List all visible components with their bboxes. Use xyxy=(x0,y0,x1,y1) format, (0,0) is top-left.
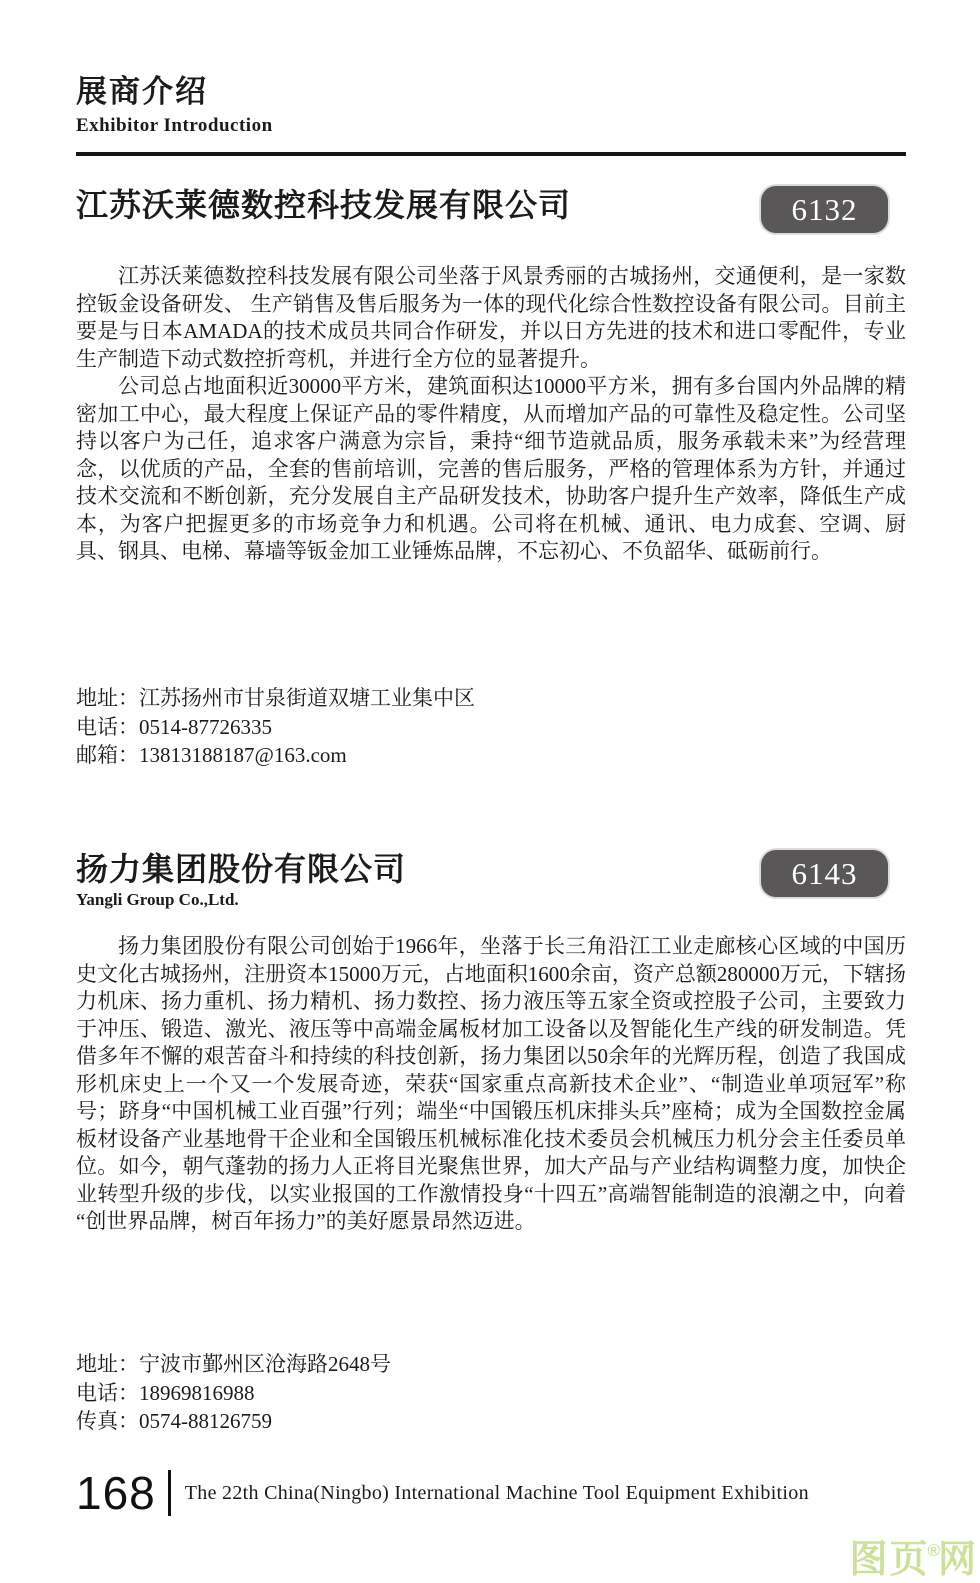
footer-divider xyxy=(168,1470,171,1516)
contact-line-phone: 电话：0514-87726335 xyxy=(76,714,272,739)
company-2-description xyxy=(76,933,906,1236)
company-2-names xyxy=(76,850,406,910)
company-2-contact-info xyxy=(76,1350,906,1436)
page-number: 168 xyxy=(76,1467,156,1519)
watermark-text-left: 图页 xyxy=(849,1539,930,1581)
exhibitor-section-1-header xyxy=(76,186,906,233)
page-title-zh: 展商介绍 xyxy=(76,74,208,109)
description-paragraph: 扬力集团股份有限公司创始于1966年，坐落于长三角沿江工业走廊核心区域的中国历史文化古城扬州，注册资本15000万元，占地面积1600余亩，资产总额280000万元，下辖扬力机床、扬力重机、扬力精机、扬力数控、扬力液压等五家全资或控股子公司，主要致力于冲压、锻造、激光、液压等中高端金属板材加工设备以及智能化生产线的研发制造。凭借多年不懈的艰苦奋斗和持续的科技创新，扬力集团以50余年的光辉历程，创造了我国成形机床史上一个又一个发展奇迹，荣获“国家重点高新技术企业”、“制造业单项冠军”称号；跻身“中国机械工业百强”行列；端坐“中国锻压机床排头兵”座椅；成为全国数控金属板材设备产业基地骨干企业和全国锻压机械标准化技术委员会机械压力机分会主任委员单位。如今，朝气蓬勃的扬力人正将目光聚焦世界，加大产品与产业结构调整力度，加快企业转型升级的步伐，以实业报国的工作激情投身“十四五”高端智能制造的浪潮之中，向着“创世界品牌，树百年扬力”的美好愿景昂然迈进。 xyxy=(76,934,906,1233)
company-name-en: Yangli Group Co.,Ltd. xyxy=(76,890,239,910)
contact-line-address: 地址：江苏扬州市甘泉街道双塘工业集中区 xyxy=(76,686,475,710)
page-title-en: Exhibitor Introduction xyxy=(76,114,273,136)
page-header xyxy=(76,74,906,156)
contact-line-email: 邮箱：13813188187@163.com xyxy=(76,743,347,767)
page-footer xyxy=(76,1466,906,1520)
watermark-logo xyxy=(849,1541,978,1579)
contact-line-fax: 传真：0574-88126759 xyxy=(76,1409,272,1433)
description-paragraph: 江苏沃莱德数控科技发展有限公司坐落于风景秀丽的古城扬州，交通便利，是一家数控钣金设备研发、 生产销售及售后服务为一体的现代化综合性数控设备有限公司。目前主要是与日本AMADA的技术成员共同合作研发，并以日方先进的技术和进口零配件，专业生产制造下动式数控折弯机，并进行全方位的显著提升。 xyxy=(76,264,906,371)
contact-line-address: 地址：宁波市鄞州区沧海路2648号 xyxy=(76,1352,391,1376)
exhibitor-section-2-header xyxy=(76,850,906,910)
company-name-zh: 扬力集团股份有限公司 xyxy=(76,851,407,887)
booth-number-badge: 6143 xyxy=(761,850,888,897)
description-paragraph: 公司总占地面积近30000平方米，建筑面积达10000平方米，拥有多台国内外品牌的精密加工中心，最大程度上保证产品的零件精度，从而增加产品的可靠性及稳定性。公司坚持以客户为己任，追求客户满意为宗旨，秉持“细节造就品质，服务承载未来”为经营理念，以优质的产品，全套的售前培训，完善的售后服务，严格的管理体系为方针，并通过技术交流和不断创新，充分发展自主产品研发技术，协助客户提升生产效率，降低生产成本，为客户把握更多的市场竞争力和机遇。公司将在机械、通讯、电力成套、空调、厨具、钢具、电梯、幕墙等钣金加工业锤炼品牌，不忘初心、不负韶华、砥砺前行。 xyxy=(76,374,906,563)
company-1-description xyxy=(76,263,906,566)
contact-line-phone: 电话：18969816988 xyxy=(76,1380,255,1405)
watermark-text-right: 网 xyxy=(937,1539,978,1581)
company-name-zh: 江苏沃莱德数控科技发展有限公司 xyxy=(76,187,572,223)
registered-trademark-icon: ® xyxy=(927,1541,940,1560)
company-1-contact-info xyxy=(76,684,906,770)
company-1-names xyxy=(76,186,571,227)
booth-number-badge: 6132 xyxy=(761,186,888,233)
header-divider xyxy=(76,152,906,156)
exhibition-title: The 22th China(Ningbo) International Machine Tool Equipment Exhibition xyxy=(184,1481,809,1504)
